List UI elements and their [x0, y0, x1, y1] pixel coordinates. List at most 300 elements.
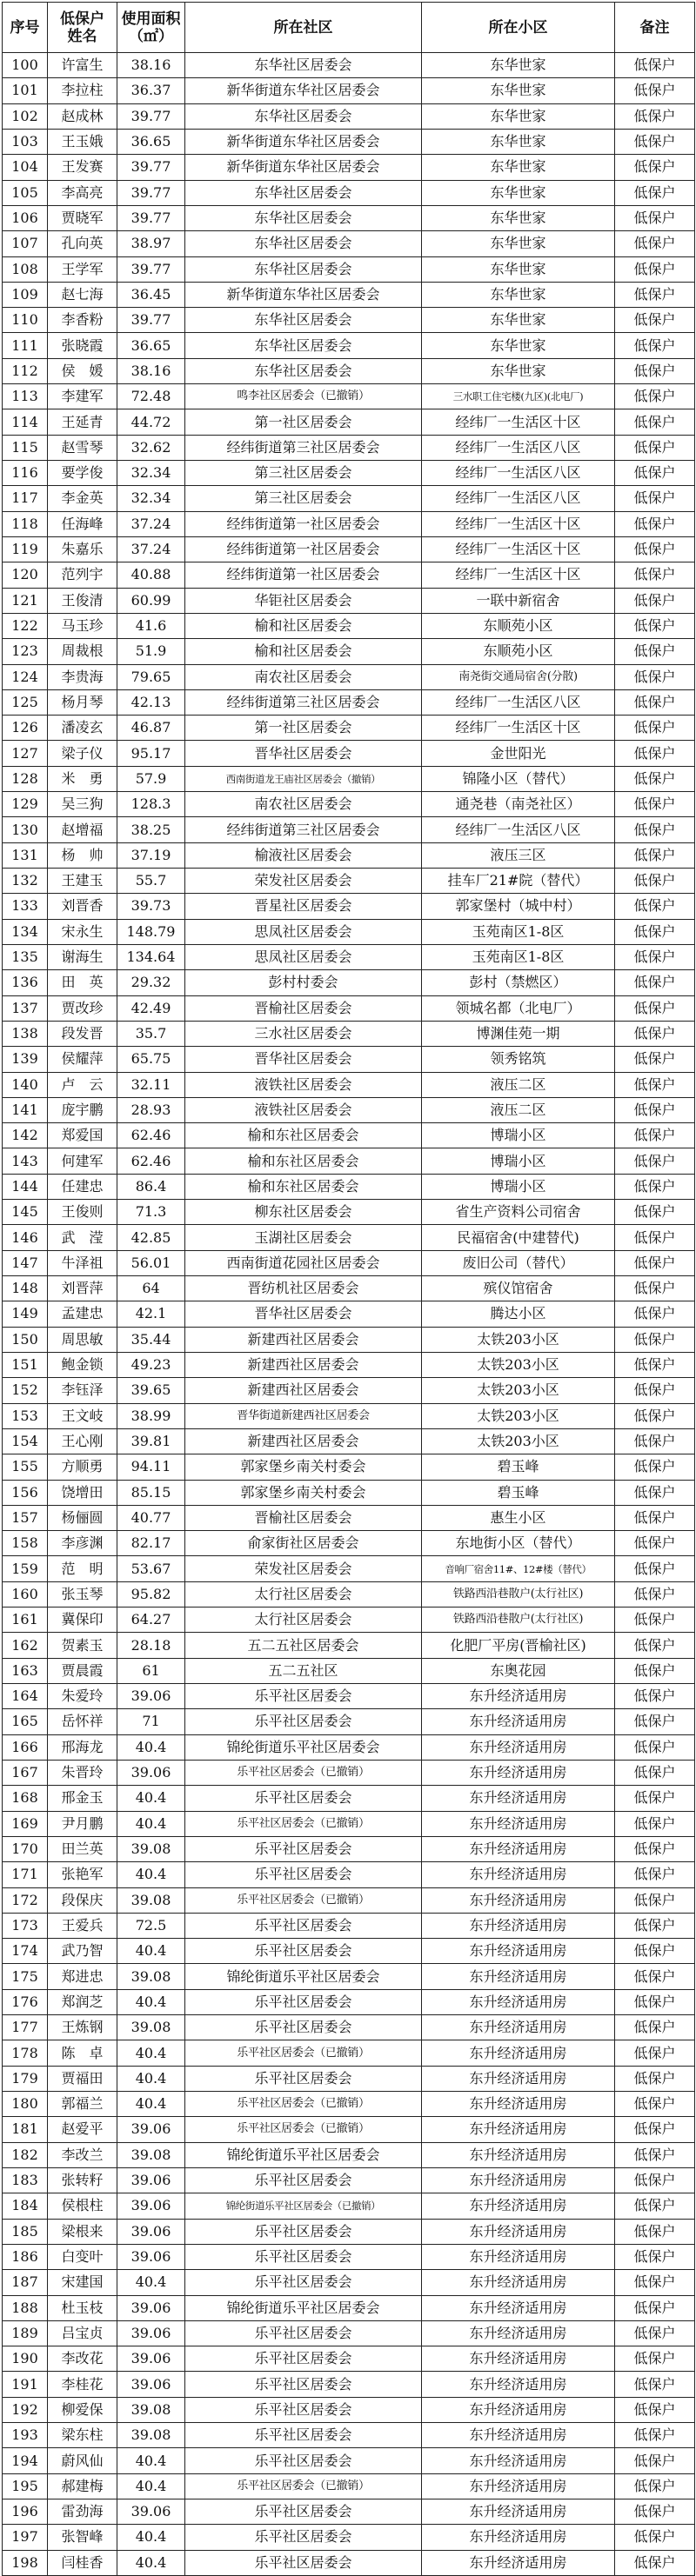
table-row [3, 2448, 695, 2473]
remark: 低保户 [615, 639, 695, 664]
table-row [3, 2015, 695, 2040]
estate-name: 经纬厂一生活区八区 [422, 461, 615, 486]
table-row [3, 1531, 695, 1556]
estate-name: 挂车厂21#院（替代） [422, 869, 615, 894]
table-row [3, 1633, 695, 1658]
community-name: 第三社区居委会 [185, 486, 422, 511]
row-number: 174 [3, 1939, 48, 1964]
row-number: 198 [3, 2550, 48, 2575]
estate-name: 领秀铭筑 [422, 1047, 615, 1072]
community-name: 液铁社区居委会 [185, 1072, 422, 1097]
row-number: 179 [3, 2066, 48, 2091]
usable-area: 39.77 [117, 103, 185, 129]
row-number: 123 [3, 639, 48, 664]
community-name: 经纬街道第三社区居委会 [185, 689, 422, 715]
resident-name: 要学俊 [48, 461, 117, 486]
estate-name: 东升经济适用房 [422, 1913, 615, 1938]
row-number: 121 [3, 588, 48, 613]
usable-area: 62.46 [117, 1123, 185, 1148]
resident-name: 郭福兰 [48, 2092, 117, 2117]
usable-area: 39.08 [117, 2142, 185, 2167]
remark: 低保户 [615, 1556, 695, 1581]
row-number: 104 [3, 155, 48, 180]
remark: 低保户 [615, 2066, 695, 2091]
table-row [3, 103, 695, 129]
estate-name: 东华世家 [422, 129, 615, 154]
community-name: 新华街道东华社区居委会 [185, 282, 422, 307]
row-number: 125 [3, 689, 48, 715]
remark: 低保户 [615, 2040, 695, 2066]
remark: 低保户 [615, 486, 695, 511]
resident-name: 吕宝贞 [48, 2320, 117, 2346]
resident-name: 范 明 [48, 1556, 117, 1581]
table-row [3, 2193, 695, 2219]
resident-name: 田兰英 [48, 1836, 117, 1861]
community-name: 晋华社区居委会 [185, 1301, 422, 1327]
table-row [3, 869, 695, 894]
usable-area: 39.06 [117, 2499, 185, 2525]
row-number: 177 [3, 2015, 48, 2040]
resident-name: 王建玉 [48, 869, 117, 894]
table-row [3, 613, 695, 638]
table-row [3, 2244, 695, 2269]
resident-name: 王爱兵 [48, 1913, 117, 1938]
community-name: 锦纶街道乐平社区居委会 [185, 1964, 422, 1989]
community-name: 新华街道东华社区居委会 [185, 129, 422, 154]
resident-name: 周思敏 [48, 1327, 117, 1352]
community-name: 荣发社区居委会 [185, 1556, 422, 1581]
resident-name: 赵增福 [48, 817, 117, 842]
row-number: 166 [3, 1734, 48, 1760]
estate-name: 东华世家 [422, 103, 615, 129]
community-name: 乐平社区居委会 [185, 2550, 422, 2575]
usable-area: 39.77 [117, 256, 185, 282]
table-row [3, 1964, 695, 1989]
community-name: 乐平社区居委会 [185, 2423, 422, 2448]
community-name: 经纬街道第一社区居委会 [185, 562, 422, 588]
table-row [3, 842, 695, 868]
community-name: 晋华街道新建西社区居委会 [185, 1403, 422, 1428]
table-row [3, 1862, 695, 1887]
usable-area: 95.82 [117, 1581, 185, 1607]
usable-area: 62.46 [117, 1148, 185, 1174]
row-number: 149 [3, 1301, 48, 1327]
usable-area: 65.75 [117, 1047, 185, 1072]
usable-area: 37.24 [117, 511, 185, 536]
usable-area: 32.34 [117, 486, 185, 511]
remark: 低保户 [615, 1225, 695, 1250]
usable-area: 72.5 [117, 1913, 185, 1938]
resident-name: 白变叶 [48, 2244, 117, 2269]
row-number: 109 [3, 282, 48, 307]
row-number: 153 [3, 1403, 48, 1428]
remark: 低保户 [615, 1428, 695, 1454]
remark: 低保户 [615, 1148, 695, 1174]
usable-area: 37.19 [117, 842, 185, 868]
community-name: 柳东社区居委会 [185, 1200, 422, 1225]
table-row [3, 2092, 695, 2117]
row-number: 119 [3, 536, 48, 562]
remark: 低保户 [615, 536, 695, 562]
row-number: 195 [3, 2473, 48, 2499]
resident-name: 贾改珍 [48, 995, 117, 1021]
table-row [3, 894, 695, 919]
community-name: 玉湖社区居委会 [185, 1225, 422, 1250]
row-number: 137 [3, 995, 48, 1021]
table-row [3, 358, 695, 383]
community-name: 乐平社区居委会 [185, 2015, 422, 2040]
remark: 低保户 [615, 869, 695, 894]
table-row [3, 1403, 695, 1428]
usable-area: 39.06 [117, 1760, 185, 1785]
remark: 低保户 [615, 2499, 695, 2525]
usable-area: 28.18 [117, 1633, 185, 1658]
community-name: 榆和东社区居委会 [185, 1174, 422, 1199]
row-number: 106 [3, 205, 48, 230]
row-number: 181 [3, 2117, 48, 2142]
remark: 低保户 [615, 1760, 695, 1785]
resident-name: 侯根柱 [48, 2193, 117, 2219]
resident-name: 郑进忠 [48, 1964, 117, 1989]
usable-area: 40.4 [117, 1811, 185, 1836]
community-name: 榆和社区居委会 [185, 639, 422, 664]
row-number: 127 [3, 741, 48, 766]
row-number: 186 [3, 2244, 48, 2269]
header-community: 所在社区 [185, 3, 422, 53]
row-number: 114 [3, 409, 48, 435]
community-name: 经纬街道第一社区居委会 [185, 536, 422, 562]
header-row [3, 3, 695, 53]
estate-name: 东升经济适用房 [422, 1989, 615, 2014]
community-name: 五二五社区 [185, 1658, 422, 1683]
usable-area: 46.87 [117, 716, 185, 741]
estate-name: 省生产资料公司宿舍 [422, 1200, 615, 1225]
resident-name: 许富生 [48, 53, 117, 78]
community-name: 晋榆社区居委会 [185, 995, 422, 1021]
estate-name: 东升经济适用房 [422, 2448, 615, 2473]
row-number: 103 [3, 129, 48, 154]
remark: 低保户 [615, 995, 695, 1021]
community-name: 乐平社区居委会（已撤销） [185, 2117, 422, 2142]
table-row [3, 486, 695, 511]
estate-name: 东升经济适用房 [422, 2423, 615, 2448]
estate-name: 铁路西沿巷散户(太行社区) [422, 1581, 615, 1607]
table-row [3, 155, 695, 180]
community-name: 乐平社区居委会 [185, 2525, 422, 2550]
estate-name: 锦隆小区（替代） [422, 766, 615, 791]
community-name: 思凤社区居委会 [185, 919, 422, 944]
remark: 低保户 [615, 1862, 695, 1887]
remark: 低保户 [615, 1734, 695, 1760]
estate-name: 东华世家 [422, 256, 615, 282]
row-number: 143 [3, 1148, 48, 1174]
estate-name: 东华世家 [422, 308, 615, 333]
community-name: 乐平社区居委会 [185, 2320, 422, 2346]
estate-name: 东升经济适用房 [422, 2142, 615, 2167]
row-number: 160 [3, 1581, 48, 1607]
remark: 低保户 [615, 1633, 695, 1658]
row-number: 155 [3, 1454, 48, 1480]
table-row [3, 1378, 695, 1403]
community-name: 乐平社区居委会 [185, 2219, 422, 2244]
remark: 低保户 [615, 1352, 695, 1377]
estate-name: 民福宿舍(中建替代) [422, 1225, 615, 1250]
estate-name: 东升经济适用房 [422, 2346, 615, 2372]
row-number: 157 [3, 1505, 48, 1530]
resident-name: 李贵海 [48, 664, 117, 689]
resident-name: 马玉珍 [48, 613, 117, 638]
table-row [3, 1174, 695, 1199]
estate-name: 东升经济适用房 [422, 1709, 615, 1734]
estate-name: 东升经济适用房 [422, 2397, 615, 2422]
resident-name: 郝建梅 [48, 2473, 117, 2499]
usable-area: 42.85 [117, 1225, 185, 1250]
resident-name: 李彦渊 [48, 1531, 117, 1556]
remark: 低保户 [615, 2397, 695, 2422]
community-name: 经纬街道第三社区居委会 [185, 817, 422, 842]
remark: 低保户 [615, 792, 695, 817]
community-name: 第一社区居委会 [185, 716, 422, 741]
remark: 低保户 [615, 1913, 695, 1938]
resident-name: 侯 媛 [48, 358, 117, 383]
header-name: 低保户 姓名 [48, 3, 117, 53]
table-row [3, 2423, 695, 2448]
community-name: 经纬街道第三社区居委会 [185, 435, 422, 460]
row-number: 165 [3, 1709, 48, 1734]
usable-area: 39.81 [117, 1428, 185, 1454]
table-row [3, 1072, 695, 1097]
remark: 低保户 [615, 2117, 695, 2142]
remark: 低保户 [615, 562, 695, 588]
community-name: 乐平社区居委会 [185, 1913, 422, 1938]
row-number: 193 [3, 2423, 48, 2448]
remark: 低保户 [615, 2092, 695, 2117]
table-row [3, 1097, 695, 1122]
row-number: 196 [3, 2499, 48, 2525]
resident-name: 任建忠 [48, 1174, 117, 1199]
community-name: 新建西社区居委会 [185, 1327, 422, 1352]
row-number: 167 [3, 1760, 48, 1785]
resident-name: 尹月鹏 [48, 1811, 117, 1836]
remark: 低保户 [615, 1047, 695, 1072]
table-row [3, 1811, 695, 1836]
community-name: 乐平社区居委会 [185, 1939, 422, 1964]
row-number: 129 [3, 792, 48, 817]
community-name: 新华街道东华社区居委会 [185, 78, 422, 103]
remark: 低保户 [615, 282, 695, 307]
resident-name: 邢金玉 [48, 1786, 117, 1811]
row-number: 115 [3, 435, 48, 460]
estate-name: 博渊佳苑一期 [422, 1021, 615, 1046]
usable-area: 39.08 [117, 2397, 185, 2422]
resident-name: 谢海生 [48, 944, 117, 969]
resident-name: 杨 帅 [48, 842, 117, 868]
usable-area: 39.06 [117, 2193, 185, 2219]
table-row [3, 2066, 695, 2091]
usable-area: 42.1 [117, 1301, 185, 1327]
usable-area: 148.79 [117, 919, 185, 944]
estate-name: 东华世家 [422, 78, 615, 103]
row-number: 144 [3, 1174, 48, 1199]
usable-area: 64 [117, 1276, 185, 1301]
row-number: 173 [3, 1913, 48, 1938]
estate-name: 东华世家 [422, 155, 615, 180]
row-number: 112 [3, 358, 48, 383]
usable-area: 39.77 [117, 180, 185, 205]
row-number: 139 [3, 1047, 48, 1072]
usable-area: 32.62 [117, 435, 185, 460]
usable-area: 38.25 [117, 817, 185, 842]
usable-area: 39.73 [117, 894, 185, 919]
usable-area: 42.49 [117, 995, 185, 1021]
row-number: 132 [3, 869, 48, 894]
resident-name: 王学军 [48, 256, 117, 282]
resident-name: 何建军 [48, 1148, 117, 1174]
usable-area: 85.15 [117, 1480, 185, 1505]
estate-name: 东华世家 [422, 53, 615, 78]
row-number: 156 [3, 1480, 48, 1505]
community-name: 东华社区居委会 [185, 205, 422, 230]
remark: 低保户 [615, 1989, 695, 2014]
estate-name: 太铁203小区 [422, 1378, 615, 1403]
resident-name: 杜玉枝 [48, 2295, 117, 2320]
usable-area: 39.06 [117, 2167, 185, 2193]
estate-name: 东升经济适用房 [422, 2473, 615, 2499]
remark: 低保户 [615, 2550, 695, 2575]
row-number: 122 [3, 613, 48, 638]
usable-area: 39.77 [117, 308, 185, 333]
community-name: 第三社区居委会 [185, 461, 422, 486]
table-row [3, 1021, 695, 1046]
row-number: 164 [3, 1684, 48, 1709]
community-name: 东华社区居委会 [185, 53, 422, 78]
remark: 低保户 [615, 155, 695, 180]
table-row [3, 1887, 695, 1913]
row-number: 107 [3, 231, 48, 256]
remark: 低保户 [615, 1480, 695, 1505]
remark: 低保户 [615, 1097, 695, 1122]
row-number: 147 [3, 1250, 48, 1275]
usable-area: 39.06 [117, 2346, 185, 2372]
row-number: 108 [3, 256, 48, 282]
usable-area: 29.32 [117, 970, 185, 995]
remark: 低保户 [615, 613, 695, 638]
usable-area: 40.4 [117, 1939, 185, 1964]
remark: 低保户 [615, 2320, 695, 2346]
remark: 低保户 [615, 256, 695, 282]
row-number: 136 [3, 970, 48, 995]
table-row [3, 1913, 695, 1938]
resident-name: 刘晋香 [48, 894, 117, 919]
community-name: 郭家堡乡南关村委会 [185, 1454, 422, 1480]
remark: 低保户 [615, 2193, 695, 2219]
row-number: 159 [3, 1556, 48, 1581]
row-number: 176 [3, 1989, 48, 2014]
row-number: 188 [3, 2295, 48, 2320]
estate-name: 东华世家 [422, 282, 615, 307]
row-number: 175 [3, 1964, 48, 1989]
table-row [3, 689, 695, 715]
estate-name: 东升经济适用房 [422, 1939, 615, 1964]
remark: 低保户 [615, 1072, 695, 1097]
remark: 低保户 [615, 333, 695, 358]
community-name: 乐平社区居委会 [185, 1786, 422, 1811]
resident-name: 柳爱保 [48, 2397, 117, 2422]
resident-name: 刘晋萍 [48, 1276, 117, 1301]
estate-name: 博瑞小区 [422, 1148, 615, 1174]
table-row [3, 1581, 695, 1607]
estate-name: 玉苑南区1-8区 [422, 944, 615, 969]
remark: 低保户 [615, 78, 695, 103]
row-number: 192 [3, 2397, 48, 2422]
remark: 低保户 [615, 2270, 695, 2295]
estate-name: 太铁203小区 [422, 1403, 615, 1428]
usable-area: 40.4 [117, 1989, 185, 2014]
community-name: 第一社区居委会 [185, 409, 422, 435]
usable-area: 38.99 [117, 1403, 185, 1428]
community-name: 新建西社区居委会 [185, 1428, 422, 1454]
community-name: 太行社区居委会 [185, 1608, 422, 1633]
table-row [3, 129, 695, 154]
remark: 低保户 [615, 894, 695, 919]
header-estate: 所在小区 [422, 3, 615, 53]
remark: 低保户 [615, 1811, 695, 1836]
usable-area: 39.08 [117, 2423, 185, 2448]
estate-name: 太铁203小区 [422, 1428, 615, 1454]
usable-area: 39.08 [117, 1887, 185, 1913]
estate-name: 经纬厂一生活区八区 [422, 689, 615, 715]
community-name: 南农社区居委会 [185, 664, 422, 689]
community-name: 晋榆社区居委会 [185, 1505, 422, 1530]
usable-area: 39.08 [117, 1964, 185, 1989]
remark: 低保户 [615, 842, 695, 868]
table-row [3, 919, 695, 944]
resident-name: 张玉琴 [48, 1581, 117, 1607]
row-number: 134 [3, 919, 48, 944]
resident-name: 侯耀萍 [48, 1047, 117, 1072]
row-number: 100 [3, 53, 48, 78]
row-number: 180 [3, 2092, 48, 2117]
remark: 低保户 [615, 2015, 695, 2040]
table-row [3, 1352, 695, 1377]
community-name: 榆和东社区居委会 [185, 1148, 422, 1174]
resident-name: 贺素玉 [48, 1633, 117, 1658]
remark: 低保户 [615, 2219, 695, 2244]
resident-name: 陈 卓 [48, 2040, 117, 2066]
estate-name: 音响厂宿舍11#、12#楼（替代） [422, 1556, 615, 1581]
row-number: 140 [3, 1072, 48, 1097]
row-number: 141 [3, 1097, 48, 1122]
estate-name: 经纬厂一生活区十区 [422, 536, 615, 562]
table-row [3, 511, 695, 536]
estate-name: 东顺苑小区 [422, 639, 615, 664]
remark: 低保户 [615, 1378, 695, 1403]
community-name: 锦纶街道乐平社区居委会 [185, 2142, 422, 2167]
remark: 低保户 [615, 1174, 695, 1199]
remark: 低保户 [615, 1021, 695, 1046]
usable-area: 72.48 [117, 384, 185, 409]
estate-name: 铁路西沿巷散户(太行社区) [422, 1608, 615, 1633]
community-name: 乐平社区居委会 [185, 1989, 422, 2014]
estate-name: 一联中新宿舍 [422, 588, 615, 613]
row-number: 133 [3, 894, 48, 919]
row-number: 197 [3, 2525, 48, 2550]
estate-name: 东升经济适用房 [422, 2117, 615, 2142]
table-row [3, 1786, 695, 1811]
row-number: 151 [3, 1352, 48, 1377]
resident-name: 赵七海 [48, 282, 117, 307]
community-name: 乐平社区居委会（已撤销） [185, 1887, 422, 1913]
